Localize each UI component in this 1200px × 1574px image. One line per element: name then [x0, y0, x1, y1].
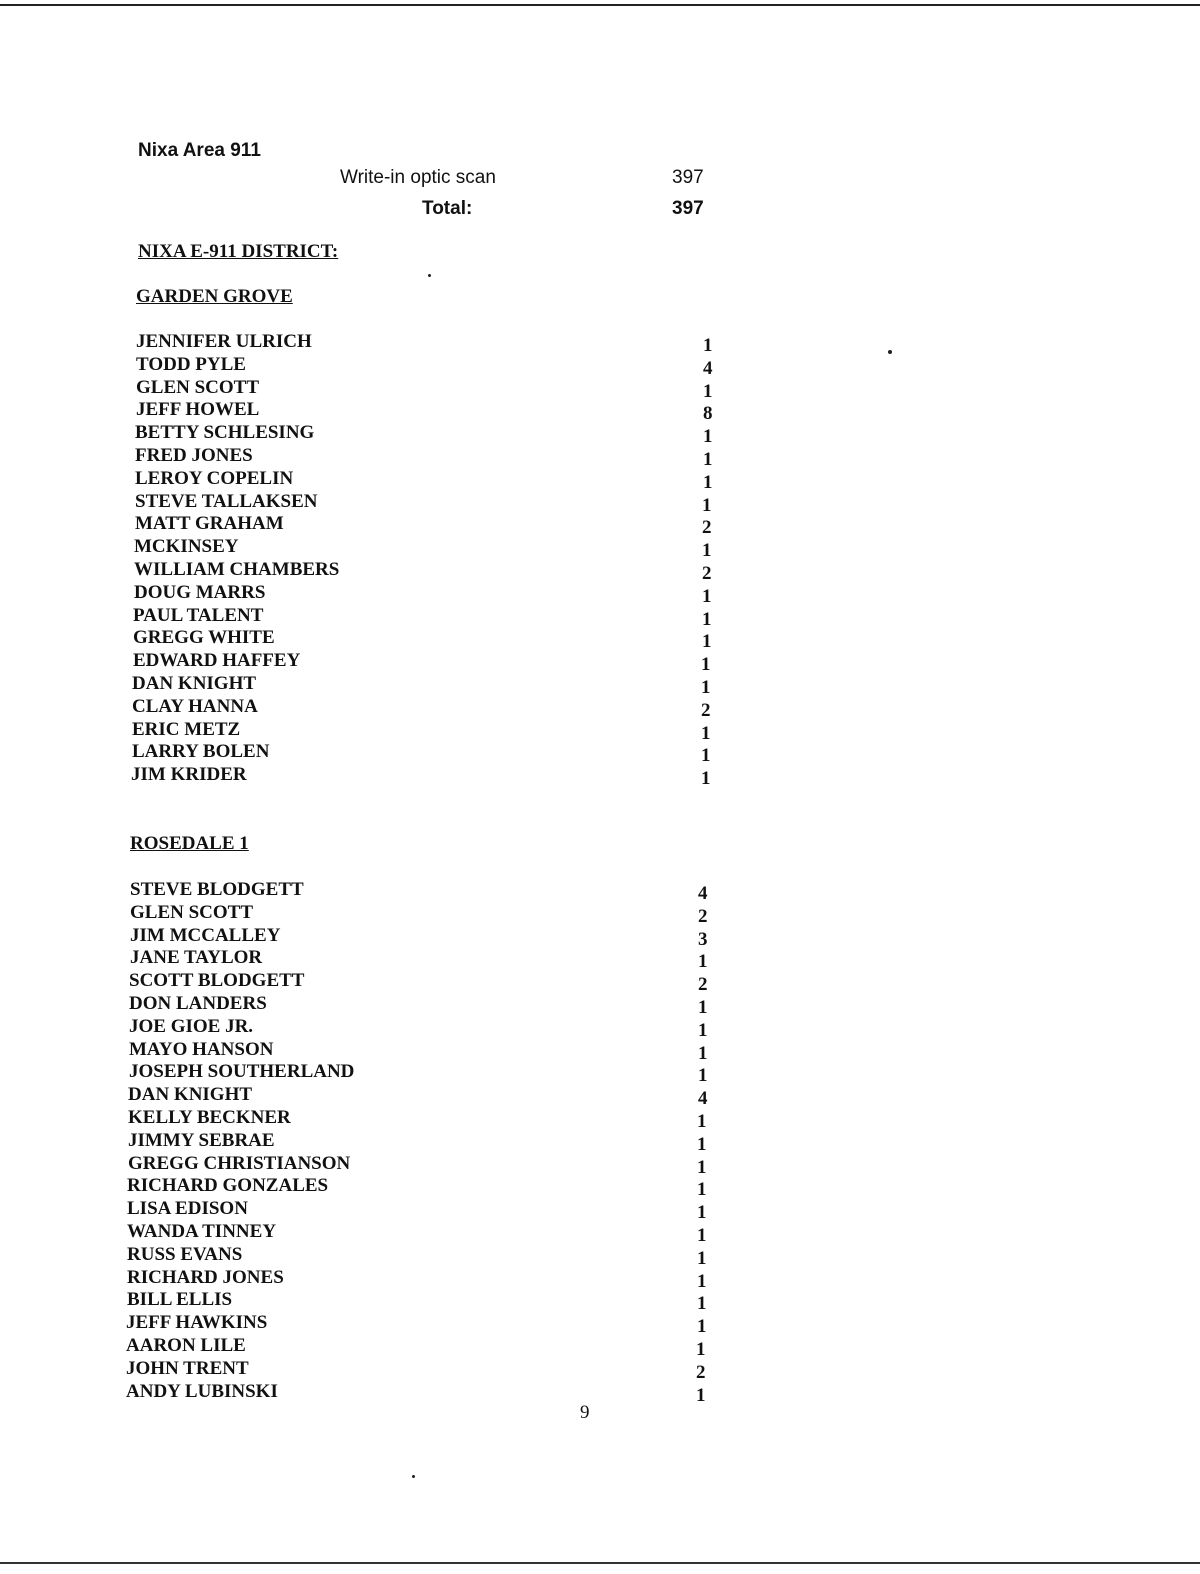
list-item: RICHARD JONES 1 — [127, 1266, 707, 1292]
list-item: LISA EDISON 1 — [127, 1198, 707, 1224]
list-item: AARON LILE 1 — [126, 1334, 706, 1360]
list-item: EDWARD HAFFEY 1 — [133, 650, 711, 676]
writein-value: 397 — [672, 167, 704, 188]
list-item: BILL ELLIS 1 — [127, 1289, 707, 1315]
total-value: 397 — [672, 198, 704, 219]
list-item: LEROY COPELIN 1 — [135, 467, 713, 493]
list-item: KELLY BECKNER 1 — [128, 1106, 707, 1132]
page-number: 9 — [580, 1402, 590, 1423]
list-item: BETTY SCHLESING 1 — [135, 422, 713, 448]
list-item: RUSS EVANS 1 — [127, 1243, 707, 1269]
section-heading-rosedale-1: ROSEDALE 1 — [130, 833, 249, 854]
list-item: MAYO HANSON 1 — [129, 1038, 708, 1064]
list-item: DAN KNIGHT 1 — [132, 672, 711, 698]
scan-speck — [412, 1475, 415, 1478]
list-item: JENNIFER ULRICH 1 — [136, 331, 713, 356]
list-item: ANDY LUBINSKI 1 — [126, 1380, 706, 1406]
list-item: DAN KNIGHT 4 — [128, 1084, 708, 1110]
list-item: JIM KRIDER 1 — [131, 764, 711, 790]
bottom-scan-edge — [0, 1562, 1200, 1564]
list-item: GREGG WHITE 1 — [133, 627, 712, 653]
list-item: STEVE BLODGETT 4 — [130, 879, 708, 904]
list-item: JEFF HAWKINS 1 — [126, 1312, 707, 1338]
scan-speck — [888, 350, 892, 354]
list-item: GREGG CHRISTIANSON 1 — [128, 1152, 707, 1178]
list-item: JIMMY SEBRAE 1 — [128, 1129, 707, 1155]
top-scan-edge — [0, 4, 1200, 6]
list-item: GLEN SCOTT 2 — [130, 901, 708, 927]
list-item: MCKINSEY 1 — [134, 536, 712, 562]
scan-speck — [428, 274, 431, 277]
writein-label: Write-in optic scan — [340, 167, 496, 188]
list-item: TODD PYLE 4 — [136, 353, 713, 379]
list-item: CLAY HANNA 2 — [132, 695, 711, 721]
list-item: PAUL TALENT 1 — [133, 604, 712, 630]
list-item: STEVE TALLAKSEN 1 — [135, 490, 712, 516]
list-item: RICHARD GONZALES 1 — [127, 1175, 707, 1201]
rosedale-1-list — [126, 879, 726, 1406]
list-item: DON LANDERS 1 — [129, 992, 708, 1018]
list-item: JIM MCCALLEY 3 — [130, 924, 708, 950]
list-item: JOSEPH SOUTHERLAND 1 — [129, 1061, 708, 1087]
list-item: DOUG MARRS 1 — [134, 581, 712, 607]
list-item: LARRY BOLEN 1 — [132, 741, 711, 767]
list-item: JOHN TRENT 2 — [126, 1357, 706, 1383]
district-heading: NIXA E-911 DISTRICT: — [138, 241, 339, 262]
page-title: Nixa Area 911 — [138, 140, 261, 161]
list-item: FRED JONES 1 — [135, 444, 713, 470]
list-item: WILLIAM CHAMBERS 2 — [134, 558, 712, 584]
list-item: GLEN SCOTT 1 — [136, 376, 713, 402]
list-item: JANE TAYLOR 1 — [130, 947, 708, 973]
list-item: JOE GIOE JR. 1 — [129, 1015, 708, 1041]
garden-grove-list — [131, 331, 732, 790]
list-item: MATT GRAHAM 2 — [135, 513, 712, 539]
list-item: WANDA TINNEY 1 — [127, 1220, 707, 1246]
list-item: SCOTT BLODGETT 2 — [129, 970, 708, 996]
total-label: Total: — [422, 198, 473, 219]
list-item: JEFF HOWEL 8 — [136, 399, 713, 425]
section-heading-garden-grove: GARDEN GROVE — [136, 286, 293, 307]
list-item: ERIC METZ 1 — [132, 718, 711, 744]
